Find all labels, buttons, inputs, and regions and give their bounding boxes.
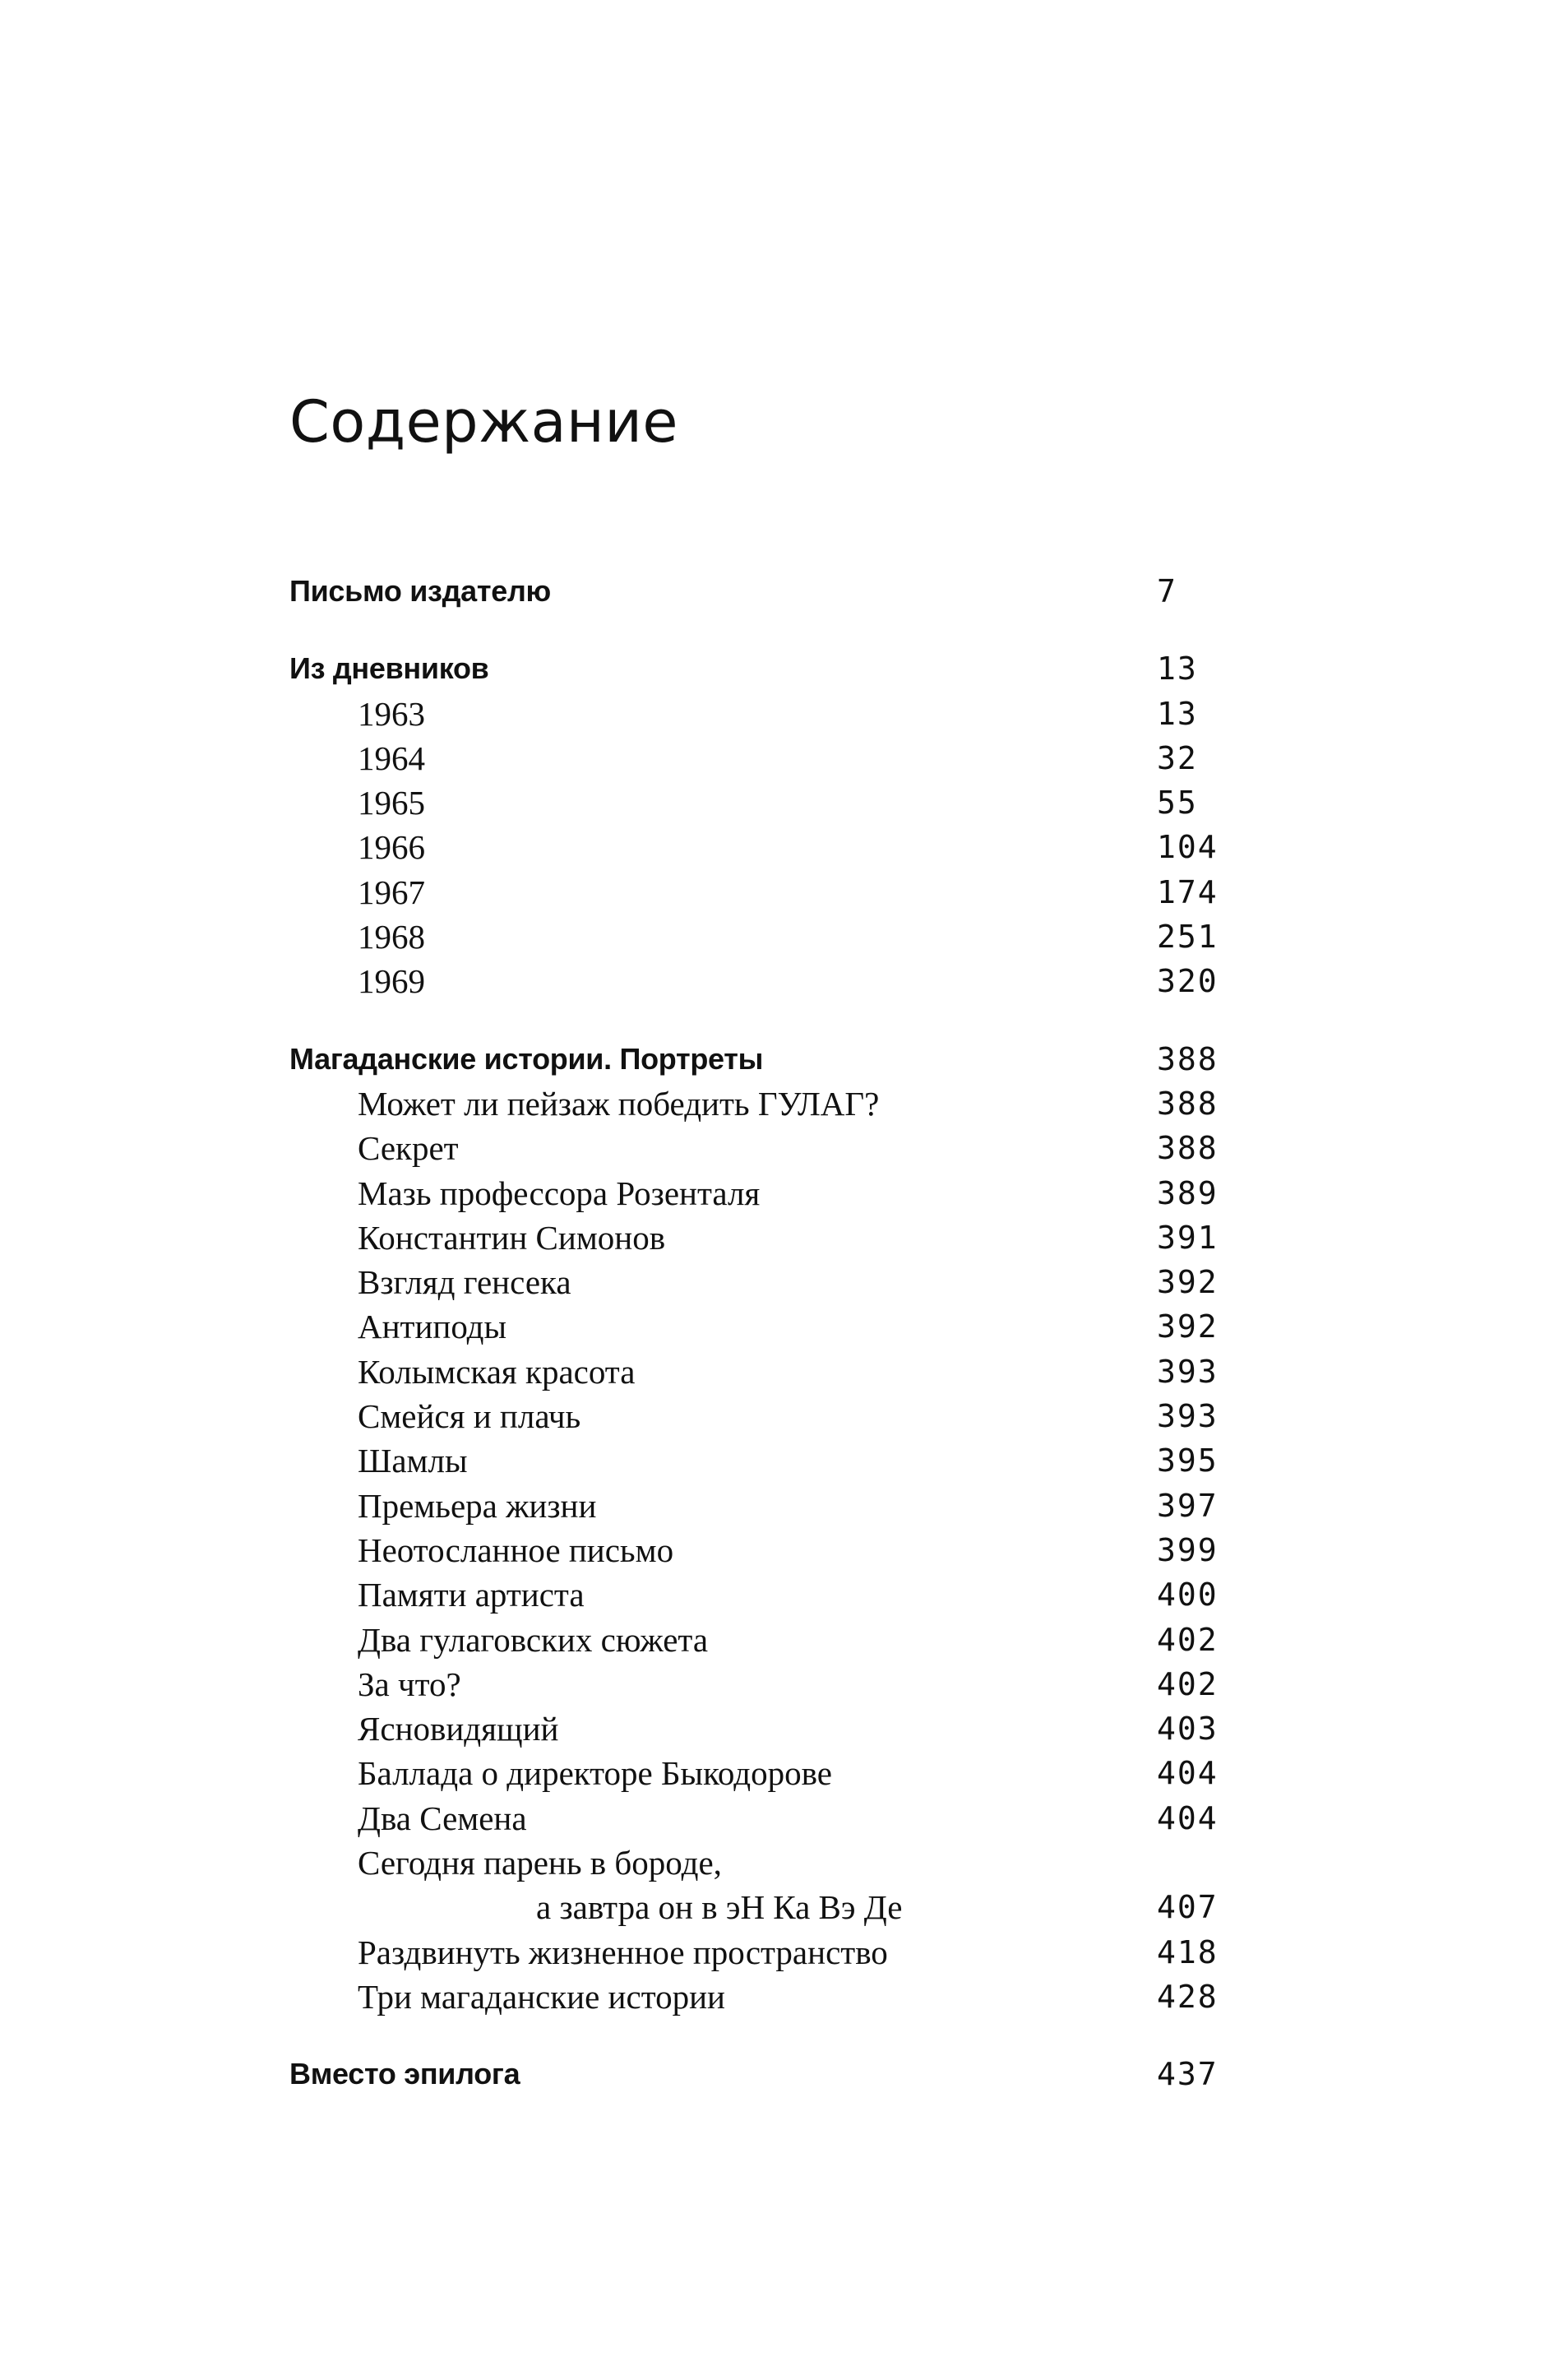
table-of-contents	[289, 569, 1235, 2130]
page-number: 388	[1157, 1085, 1219, 1122]
entry-label: Колымская красота	[358, 1352, 636, 1391]
toc-entry	[289, 1081, 1235, 1126]
entry-label-continuation: а завтра он в эН Ка Вэ Де	[536, 1888, 903, 1927]
page-number: 400	[1157, 1577, 1219, 1614]
toc-section-heading	[289, 569, 1235, 614]
page-number: 389	[1157, 1174, 1219, 1211]
entry-label: Смейся и плачь	[358, 1397, 581, 1436]
entry-label: Секрет	[358, 1129, 459, 1168]
toc-entry	[289, 1304, 1235, 1349]
entry-label: 1967	[358, 873, 425, 911]
page-number: 437	[1157, 2056, 1219, 2093]
toc-entry	[289, 1171, 1235, 1215]
toc-entry	[289, 1572, 1235, 1617]
toc-entry	[289, 1618, 1235, 1662]
page-number: 402	[1157, 1665, 1219, 1702]
heading-label: Письмо издателю	[289, 574, 551, 608]
toc-entry	[289, 959, 1235, 1003]
page-number: 388	[1157, 1040, 1219, 1077]
entry-label: Памяти артиста	[358, 1576, 585, 1614]
toc-entry	[289, 1841, 1235, 1885]
toc-section-heading	[289, 1037, 1235, 1081]
entry-label: Шамлы	[358, 1442, 468, 1480]
entry-label: Неотосланное письмо	[358, 1530, 674, 1569]
page-title: Содержание	[289, 388, 678, 456]
page-number: 399	[1157, 1531, 1219, 1568]
entry-label: Взгляд генсека	[358, 1263, 571, 1302]
entry-label: Может ли пейзаж победить ГУЛАГ?	[358, 1084, 880, 1123]
toc-entry	[289, 1394, 1235, 1438]
toc-entry	[289, 1706, 1235, 1751]
toc-entry	[289, 825, 1235, 869]
entry-label: Сегодня парень в бороде,	[358, 1844, 722, 1882]
entry-label: 1965	[358, 784, 425, 822]
toc-entry	[289, 1126, 1235, 1170]
entry-label: 1964	[358, 739, 425, 777]
toc-entry	[289, 1260, 1235, 1304]
toc-entry-continuation	[289, 1885, 1235, 1929]
entry-label: Константин Симонов	[358, 1218, 666, 1257]
entry-label: Раздвинуть жизненное пространство	[358, 1933, 888, 1971]
entry-label: Премьера жизни	[358, 1486, 597, 1525]
toc-entry	[289, 780, 1235, 825]
page-number: 104	[1157, 829, 1219, 866]
entry-label: Мазь профессора Розенталя	[358, 1174, 761, 1212]
toc-entry	[289, 1350, 1235, 1394]
page-number: 393	[1157, 1353, 1219, 1390]
toc-section	[289, 646, 1235, 1003]
entry-label: Ясновидящий	[358, 1710, 559, 1748]
page-number: 388	[1157, 1130, 1219, 1167]
toc-entry	[289, 1662, 1235, 1706]
toc-entry	[289, 736, 1235, 780]
page-number: 404	[1157, 1755, 1219, 1792]
toc-entry	[289, 1528, 1235, 1572]
page-number: 55	[1157, 785, 1198, 822]
entry-label: Баллада о директоре Быкодорове	[358, 1754, 832, 1793]
page-number: 428	[1157, 1978, 1219, 2015]
toc-section	[289, 2052, 1235, 2096]
toc-entry	[289, 914, 1235, 959]
page-number: 395	[1157, 1442, 1219, 1479]
toc-entry	[289, 1438, 1235, 1483]
entry-label: 1966	[358, 828, 425, 867]
page-number: 32	[1157, 739, 1198, 776]
toc-section-heading	[289, 2052, 1235, 2096]
heading-label: Вместо эпилога	[289, 2057, 520, 2091]
page-number: 402	[1157, 1621, 1219, 1658]
page-number: 320	[1157, 963, 1219, 1000]
page-number: 397	[1157, 1487, 1219, 1524]
entry-label: За что?	[358, 1665, 461, 1703]
entry-label: 1963	[358, 694, 425, 733]
entry-label: 1969	[358, 962, 425, 1001]
toc-entry	[289, 1484, 1235, 1528]
page-number: 418	[1157, 1933, 1219, 1970]
page-number: 13	[1157, 695, 1198, 732]
toc-entry	[289, 1930, 1235, 1975]
page-number: 7	[1157, 573, 1177, 609]
page-number: 392	[1157, 1264, 1219, 1301]
toc-section	[289, 569, 1235, 614]
page-number: 407	[1157, 1889, 1219, 1926]
toc-entry	[289, 870, 1235, 914]
toc-section	[289, 1037, 1235, 2020]
entry-label: Два Семена	[358, 1799, 527, 1837]
page-number: 174	[1157, 873, 1219, 910]
toc-section-heading	[289, 646, 1235, 691]
toc-entry	[289, 692, 1235, 736]
toc-entry	[289, 1215, 1235, 1260]
toc-entry	[289, 1751, 1235, 1795]
heading-label: Из дневников	[289, 651, 489, 686]
page-number: 13	[1157, 651, 1198, 688]
page-number: 251	[1157, 919, 1219, 956]
toc-entry	[289, 1975, 1235, 2019]
page-number: 392	[1157, 1308, 1219, 1345]
heading-label: Магаданские истории. Портреты	[289, 1041, 764, 1076]
toc-entry	[289, 1796, 1235, 1841]
page-number: 404	[1157, 1799, 1219, 1836]
entry-label: Антиподы	[358, 1308, 507, 1346]
entry-label: Два гулаговских сюжета	[358, 1620, 709, 1659]
page-number: 391	[1157, 1219, 1219, 1256]
entry-label: Три магаданские истории	[358, 1977, 725, 2016]
page-number: 393	[1157, 1398, 1219, 1435]
page-number: 403	[1157, 1711, 1219, 1748]
entry-label: 1968	[358, 918, 425, 956]
